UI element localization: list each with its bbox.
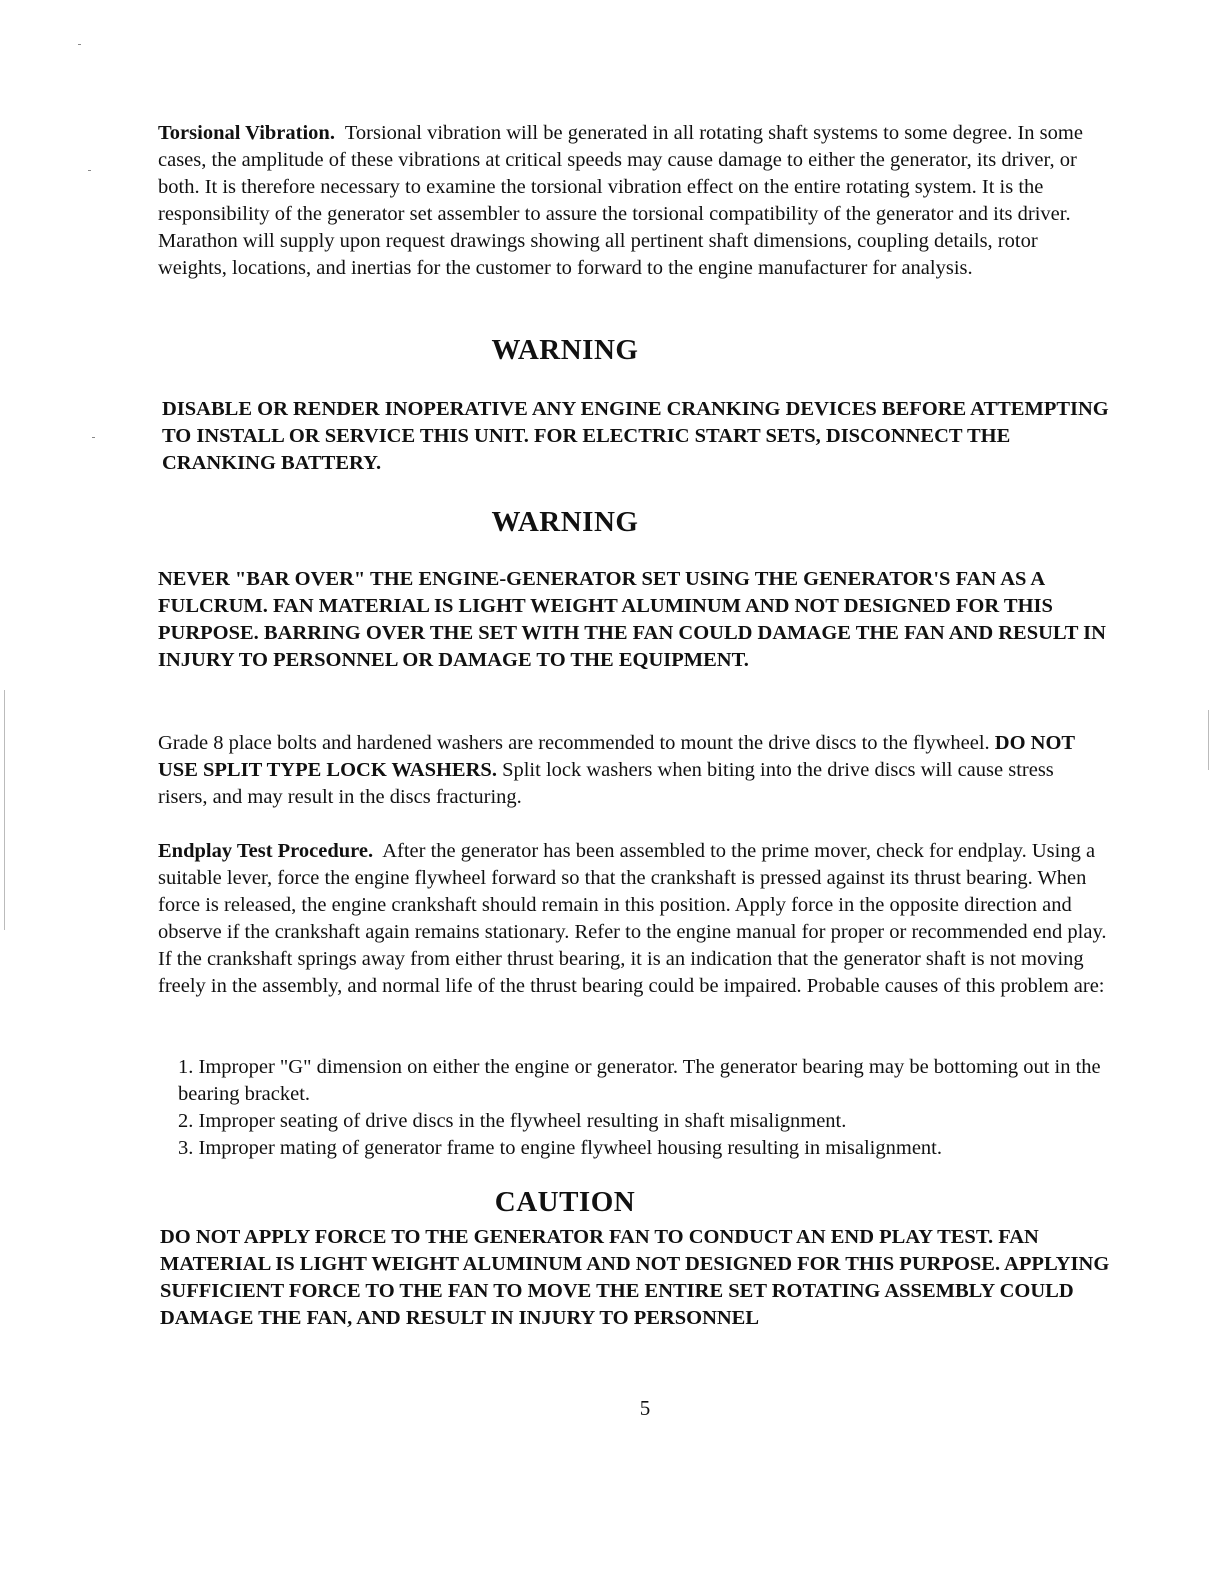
scan-speck bbox=[78, 44, 81, 45]
scan-speck bbox=[88, 170, 91, 171]
list-item: 3. Improper mating of generator frame to engine flywheel housing resulting in misalignment. bbox=[178, 1137, 942, 1159]
scan-edge-line bbox=[1208, 710, 1209, 770]
warning-title-2: WARNING bbox=[491, 506, 639, 538]
torsional-vibration-paragraph bbox=[158, 120, 1108, 282]
torsional-vibration-heading: Torsional Vibration. bbox=[158, 122, 335, 144]
caution-title: CAUTION bbox=[494, 1186, 636, 1218]
warning-text-1: DISABLE OR RENDER INOPERATIVE ANY ENGINE CRANKING DEVICES BEFORE ATTEMPTING TO INSTALL OR SERVICE THIS UNIT. FOR ELECTRIC START SETS, DISCONNECT THE CRANKING BATTERY. bbox=[162, 398, 1109, 474]
bolts-emphasis: DO NOT USE SPLIT TYPE LOCK WASHERS. bbox=[158, 732, 1075, 781]
list-item: 1. Improper "G" dimension on either the engine or generator. The generator bearing may be bottoming out in the bearing bracket. bbox=[178, 1056, 1101, 1105]
endplay-paragraph bbox=[158, 838, 1108, 1000]
caution-text: DO NOT APPLY FORCE TO THE GENERATOR FAN TO CONDUCT AN END PLAY TEST. FAN MATERIAL IS LIGHT WEIGHT ALUMINUM AND NOT DESIGNED FOR THIS PURPOSE. APPLYING SUFFICIENT FORCE TO THE FAN TO MOVE THE ENTIRE SET ROTATING ASSEMBLY COULD DAMAGE THE FAN, AND RESULT IN INJURY TO PERSONNEL bbox=[160, 1226, 1110, 1329]
torsional-vibration-body: Torsional vibration will be generated in all rotating shaft systems to some degree. In some cases, the amplitude of these vibrations at critical speeds may cause damage to either the generator, its driver, or both. It is therefore necessary to examine the torsional vibration effect on the entire rotating system. It is the responsibility of the generator set assembler to assure the torsional compatibility of the generator and its driver. Marathon will supply upon request drawings showing all pertinent shaft dimensions, coupling details, rotor weights, locations, and inertias for the customer to forward to the engine manufacturer for analysis. bbox=[158, 122, 1083, 279]
bolts-rest: Split lock washers when biting into the drive discs will cause stress risers, and may result in the discs fracturing. bbox=[158, 759, 1054, 808]
page-number: 5 bbox=[639, 1396, 651, 1420]
endplay-heading: Endplay Test Procedure. bbox=[158, 840, 374, 862]
warning-text-2: NEVER "BAR OVER" THE ENGINE-GENERATOR SET USING THE GENERATOR'S FAN AS A FULCRUM. FAN MATERIAL IS LIGHT WEIGHT ALUMINUM AND NOT DESIGNED FOR THIS PURPOSE. BARRING OVER THE SET WITH THE FAN COULD DAMAGE THE FAN AND RESULT IN INJURY TO PERSONNEL OR DAMAGE TO THE EQUIPMENT. bbox=[158, 568, 1106, 671]
probable-causes-list bbox=[178, 1054, 1108, 1162]
bolts-intro: Grade 8 place bolts and hardened washers are recommended to mount the drive discs to the flywheel. bbox=[158, 732, 990, 754]
list-item: 2. Improper seating of drive discs in the flywheel resulting in shaft misalignment. bbox=[178, 1110, 847, 1132]
scan-speck bbox=[92, 437, 95, 438]
scan-edge-line bbox=[4, 690, 5, 930]
bolts-paragraph bbox=[158, 730, 1108, 811]
warning-title-1: WARNING bbox=[491, 334, 639, 366]
endplay-body: After the generator has been assembled to the prime mover, check for endplay. Using a suitable lever, force the engine flywheel forward so that the crankshaft is pressed against its thrust bearing. When force is released, the engine crankshaft should remain in this position. Apply force in the opposite direction and observe if the crankshaft again remains stationary. Refer to the engine manual for proper or recommended end play. If the crankshaft springs away from either thrust bearing, it is an indication that the generator shaft is not moving freely in the assembly, and normal life of the thrust bearing could be impaired. Probable causes of this problem are: bbox=[158, 840, 1107, 997]
